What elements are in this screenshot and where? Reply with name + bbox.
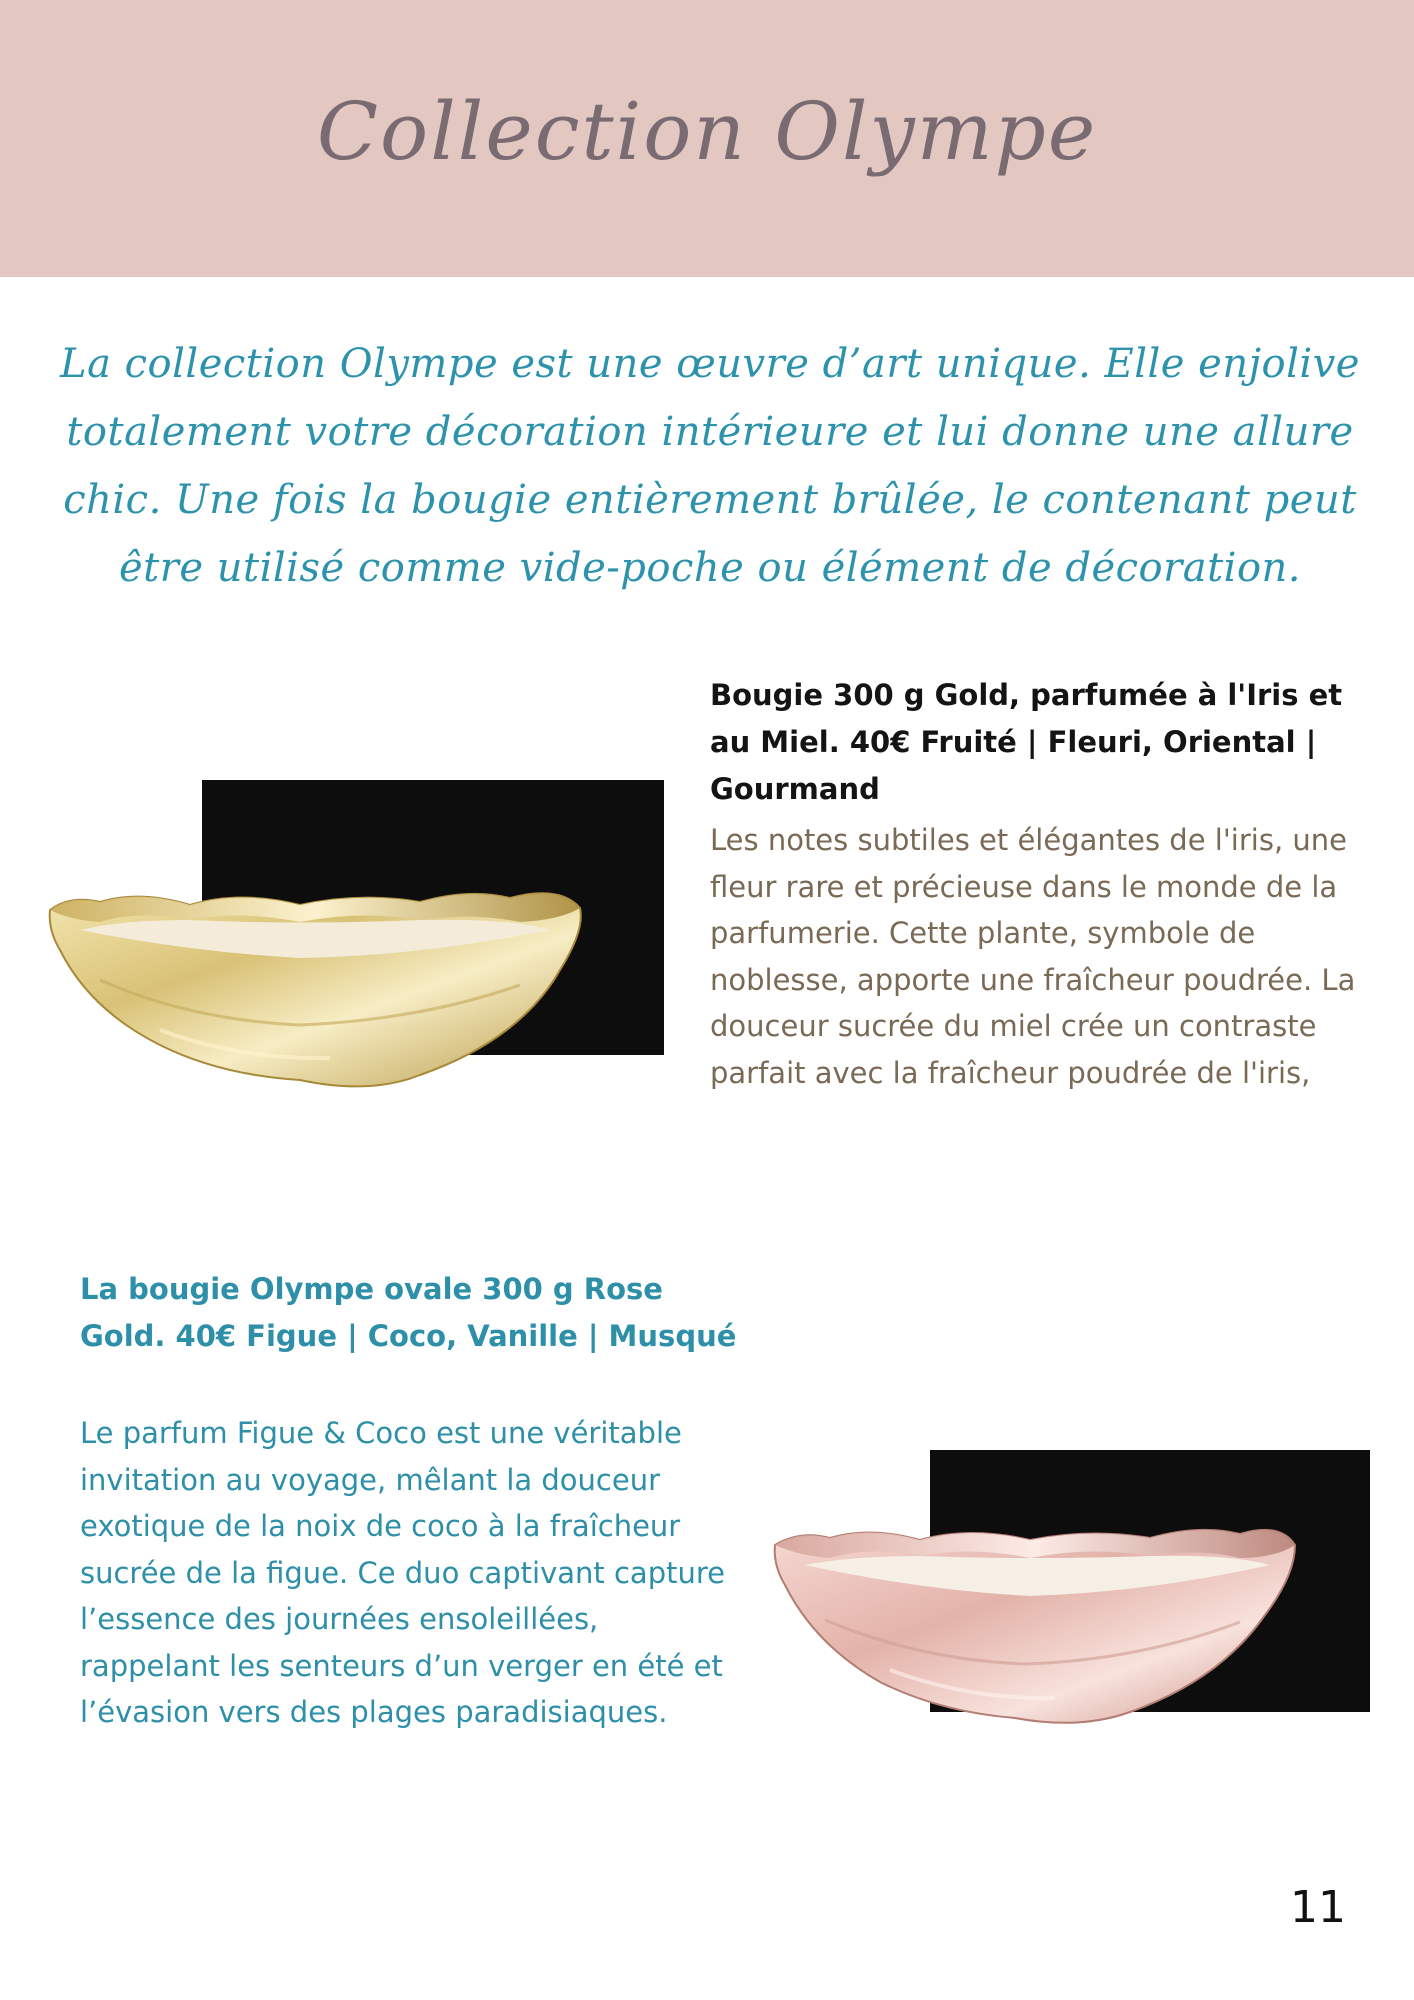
header-banner: [0, 0, 1414, 277]
product-title-rose-gold: La bougie Olympe ovale 300 g Rose Gold. 40€ Figue | Coco, Vanille | Musqué: [80, 1272, 737, 1353]
rose-gold-candle-image: [770, 1450, 1380, 1760]
product-description-rose-gold: Le parfum Figue & Coco est une véritable invitation au voyage, mêlant la douceur exotique de la noix de coco à la fraîcheur sucrée de la figue. Ce duo captivant capture l’essence des journées ensoleillées, rappelant les senteurs d’un verger en été et l’évasion vers des plages paradisiaques.: [80, 1416, 725, 1729]
product-title-gold: Bougie 300 g Gold, parfumée à l'Iris et au Miel. 40€ Fruité | Fleuri, Oriental | Gourmand: [710, 678, 1343, 806]
page-title: Collection Olympe: [316, 85, 1098, 178]
page-number: 11: [1290, 1882, 1346, 1933]
gold-candle-image: [40, 780, 680, 1125]
intro-paragraph: La collection Olympe est une œuvre d’art unique. Elle enjolive totalement votre décoration intérieure et lui donne une allure chic. Une fois la bougie entièrement brûlée, le contenant peut être utilisé comme vide-poche ou élément de décoration.: [60, 341, 1360, 591]
product-description-gold: Les notes subtiles et élégantes de l'iris, une fleur rare et précieuse dans le monde de la parfumerie. Cette plante, symbole de noblesse, apporte une fraîcheur poudrée. La douceur sucrée du miel crée un contraste parfait avec la fraîcheur poudrée de l'iris,: [710, 823, 1356, 1090]
